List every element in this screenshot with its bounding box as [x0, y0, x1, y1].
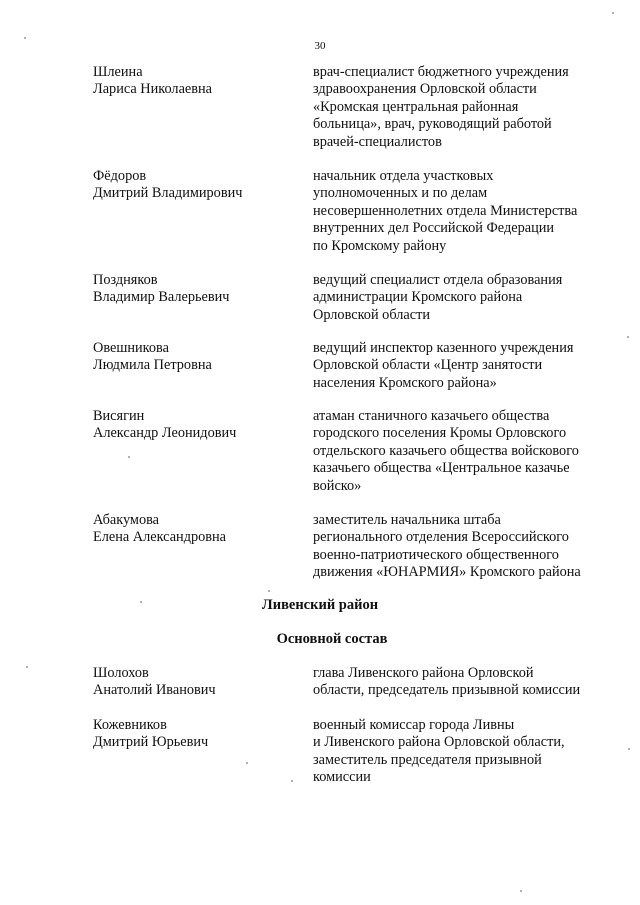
position-line: казачьего общества «Центральное казачье — [313, 460, 570, 477]
member-surname: Фёдоров — [93, 168, 147, 184]
member-position — [313, 665, 613, 700]
position-line: «Кромская центральная районная — [313, 98, 519, 115]
member-name — [93, 64, 293, 99]
member-surname: Поздняков — [93, 272, 158, 288]
member-position — [313, 64, 613, 151]
page-number: 30 — [314, 40, 326, 52]
position-line: отдельского казачьего общества войскового — [313, 442, 579, 459]
position-line: военно-патриотического общественного — [313, 546, 559, 563]
scan-speck — [246, 762, 248, 764]
scan-speck — [520, 890, 522, 892]
scan-speck — [268, 590, 270, 592]
scan-speck — [24, 37, 26, 39]
scan-speck — [140, 601, 142, 603]
scan-speck — [627, 336, 629, 338]
member-given-names: Александр Леонидович — [93, 425, 237, 442]
position-line: Орловской области «Центр занятости — [313, 357, 543, 374]
position-line: Орловской области — [313, 306, 430, 323]
member-surname: Абакумова — [93, 512, 160, 528]
member-surname: Овешникова — [93, 340, 169, 356]
position-line: регионального отделения Всероссийского — [313, 529, 569, 546]
position-line: администрации Кромского района — [313, 289, 523, 306]
scan-speck — [628, 748, 630, 750]
position-line: глава Ливенского района Орловской — [313, 665, 534, 681]
position-line: атаман станичного казачьего общества — [313, 408, 550, 424]
position-line: войско» — [313, 477, 362, 494]
position-line: заместитель начальника штаба — [313, 512, 501, 528]
member-given-names: Людмила Петровна — [93, 357, 212, 374]
member-given-names: Дмитрий Юрьевич — [93, 734, 209, 751]
position-line: населения Кромского района» — [313, 374, 497, 391]
position-line: комиссии — [313, 769, 371, 786]
position-line: военный комиссар города Ливны — [313, 717, 515, 733]
district-heading: Ливенский район — [261, 597, 379, 613]
position-line: врачей-специалистов — [313, 133, 442, 150]
position-line: области, председатель призывной комиссии — [313, 682, 581, 699]
member-position — [313, 408, 613, 495]
member-position — [313, 717, 613, 787]
member-name — [93, 665, 293, 700]
position-line: врач-специалист бюджетного учреждения — [313, 64, 569, 80]
member-name — [93, 408, 293, 443]
member-name — [93, 272, 293, 307]
position-line: движения «ЮНАРМИЯ» Кромского района — [313, 564, 581, 581]
position-line: начальник отдела участковых — [313, 168, 494, 184]
member-name — [93, 340, 293, 375]
member-position — [313, 512, 613, 582]
member-given-names: Анатолий Иванович — [93, 682, 216, 699]
member-given-names: Владимир Валерьевич — [93, 289, 230, 306]
member-name — [93, 168, 293, 203]
position-line: ведущий специалист отдела образования — [313, 272, 563, 288]
position-line: здравоохранения Орловской области — [313, 81, 537, 98]
scan-speck — [291, 780, 293, 782]
scan-speck — [26, 666, 28, 668]
member-surname: Висягин — [93, 408, 145, 424]
member-position — [313, 168, 613, 255]
position-line: внутренних дел Российской Федерации — [313, 220, 555, 237]
member-position — [313, 340, 613, 392]
position-line: уполномоченных и по делам — [313, 185, 488, 202]
member-name — [93, 717, 293, 752]
position-line: несовершеннолетних отдела Министерства — [313, 202, 578, 219]
member-position — [313, 272, 613, 324]
member-surname: Кожевников — [93, 717, 167, 733]
scan-speck — [128, 456, 130, 458]
position-line: больница», врач, руководящий работой — [313, 116, 552, 133]
position-line: и Ливенского района Орловской области, — [313, 734, 565, 751]
member-given-names: Елена Александровна — [93, 529, 227, 546]
composition-heading: Основной состав — [276, 631, 388, 647]
position-line: заместитель председателя призывной — [313, 751, 542, 768]
member-given-names: Дмитрий Владимирович — [93, 185, 243, 202]
position-line: по Кромскому району — [313, 237, 447, 254]
member-given-names: Лариса Николаевна — [93, 81, 213, 98]
scan-speck — [612, 12, 614, 14]
member-surname: Шлеина — [93, 64, 143, 80]
member-name — [93, 512, 293, 547]
member-surname: Шолохов — [93, 665, 149, 681]
position-line: городского поселения Кромы Орловского — [313, 425, 567, 442]
position-line: ведущий инспектор казенного учреждения — [313, 340, 574, 356]
